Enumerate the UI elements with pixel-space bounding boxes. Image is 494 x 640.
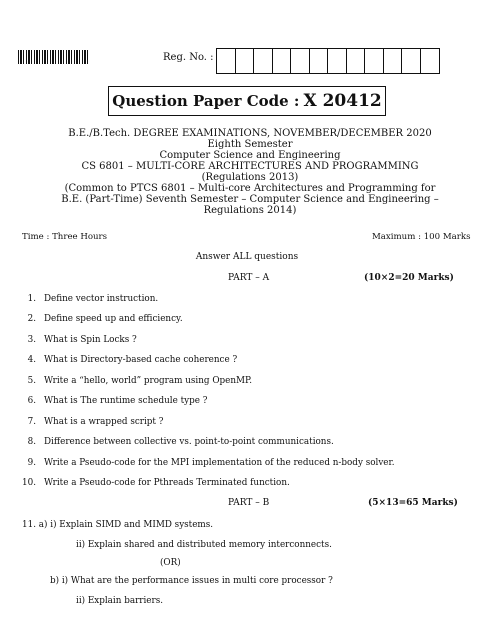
header-line: (Regulations 2013) bbox=[201, 172, 299, 183]
reg-no-box[interactable] bbox=[365, 49, 384, 73]
question-7: 7. What is a wrapped script ? bbox=[27, 417, 164, 427]
header-line: CS 6801 – MULTI-CORE ARCHITECTURES AND PROGRAMMING bbox=[81, 161, 419, 172]
part-a-title: PART – A bbox=[228, 273, 270, 283]
reg-no-box[interactable] bbox=[236, 49, 255, 73]
question-8: 8. Difference between collective vs. point-to-point communications. bbox=[27, 437, 334, 447]
question-paper-code-number: X 20412 bbox=[303, 91, 382, 111]
reg-no-box[interactable] bbox=[328, 49, 347, 73]
question-11b-ii: ii) Explain barriers. bbox=[76, 596, 164, 606]
question-10: 10. Write a Pseudo-code for Pthreads Terminated function. bbox=[22, 478, 290, 488]
part-a-marks: (10×2=20 Marks) bbox=[364, 273, 454, 283]
exam-header bbox=[60, 128, 440, 216]
question-4: 4. What is Directory-based cache coherence ? bbox=[27, 355, 238, 365]
reg-no-box[interactable] bbox=[291, 49, 310, 73]
time-label: Time : Three Hours bbox=[22, 232, 108, 242]
header-line: Computer Science and Engineering bbox=[159, 150, 341, 161]
header-line: B.E./B.Tech. DEGREE EXAMINATIONS, NOVEMBER/DECEMBER 2020 bbox=[68, 128, 432, 139]
question-11a-i: 11. a) i) Explain SIMD and MIMD systems. bbox=[22, 520, 214, 530]
reg-no-box[interactable] bbox=[217, 49, 236, 73]
reg-no-box[interactable] bbox=[421, 49, 440, 73]
question-paper-code-label: Question Paper Code : bbox=[112, 92, 300, 110]
reg-no-boxes[interactable] bbox=[216, 48, 440, 74]
header-line: Regulations 2014) bbox=[203, 205, 297, 216]
barcode bbox=[18, 50, 90, 64]
question-11b-i: b) i) What are the performance issues in multi core processor ? bbox=[50, 576, 333, 586]
part-b-marks: (5×13=65 Marks) bbox=[368, 498, 458, 508]
reg-no-box[interactable] bbox=[347, 49, 366, 73]
or-separator: (OR) bbox=[160, 558, 181, 568]
question-11a-ii: ii) Explain shared and distributed memory interconnects. bbox=[76, 540, 332, 550]
max-marks-label: Maximum : 100 Marks bbox=[372, 232, 471, 242]
header-line: B.E. (Part-Time) Seventh Semester – Computer Science and Engineering – bbox=[61, 194, 439, 205]
reg-no-box[interactable] bbox=[254, 49, 273, 73]
question-3: 3. What is Spin Locks ? bbox=[27, 335, 137, 345]
question-2: 2. Define speed up and efficiency. bbox=[27, 314, 183, 324]
reg-no-box[interactable] bbox=[384, 49, 403, 73]
reg-no-box[interactable] bbox=[273, 49, 292, 73]
question-paper-code bbox=[108, 86, 386, 116]
header-line: (Common to PTCS 6801 – Multi-core Architectures and Programming for bbox=[64, 183, 436, 194]
reg-no-box[interactable] bbox=[310, 49, 329, 73]
question-5: 5. Write a “hello, world” program using OpenMP. bbox=[27, 376, 252, 386]
instruction: Answer ALL questions bbox=[195, 252, 299, 262]
part-b-title: PART – B bbox=[228, 498, 270, 508]
reg-no-box[interactable] bbox=[402, 49, 421, 73]
question-6: 6. What is The runtime schedule type ? bbox=[27, 396, 208, 406]
question-1: 1. Define vector instruction. bbox=[27, 294, 159, 304]
question-9: 9. Write a Pseudo-code for the MPI implementation of the reduced n-body solver. bbox=[27, 458, 395, 468]
reg-no-label: Reg. No. : bbox=[163, 52, 214, 63]
header-line: Eighth Semester bbox=[207, 139, 293, 150]
